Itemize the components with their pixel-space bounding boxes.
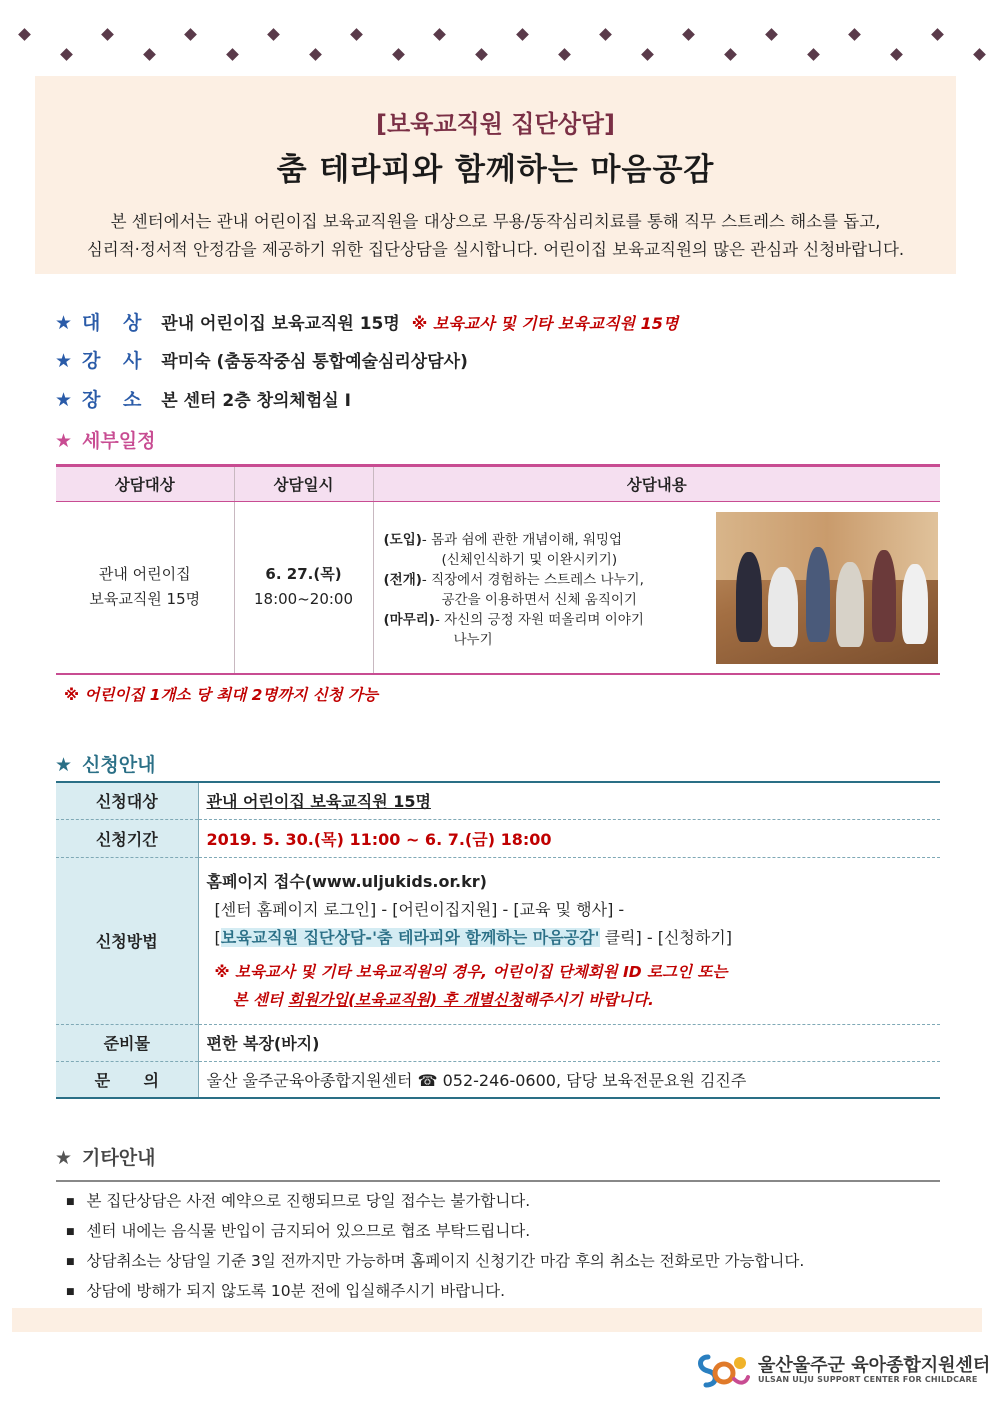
schedule-note: ※ 어린이집 1개소 당 최대 2명까지 신청 가능 — [64, 686, 378, 704]
logo-subtitle: ULSAN ULJU SUPPORT CENTER FOR CHILDCARE — [758, 1375, 978, 1384]
apply-period-key: 신청기간 — [56, 819, 198, 857]
apply-prep-key: 준비물 — [56, 1024, 198, 1061]
apply-target-value: 관내 어린이집 보육교직원 15명 — [198, 782, 940, 819]
method-note: 본 센터 회원가입(보육교직원) 후 개별신청해주시기 바랍니다. — [232, 990, 654, 1009]
table-header-row — [56, 466, 940, 502]
table-row — [56, 782, 940, 819]
decorative-dot — [433, 28, 446, 41]
decorative-dot — [101, 28, 114, 41]
program-step: (도입)- 몸과 쉼에 관한 개념이해, 워밍업 — [383, 532, 623, 548]
decorative-dot — [184, 28, 197, 41]
schedule-section-title: ★ 세부일정 — [55, 430, 156, 452]
apply-section-title: ★ 신청안내 — [55, 754, 156, 776]
decorative-dot — [143, 48, 156, 61]
table-row — [56, 819, 940, 857]
info-target-row — [55, 308, 678, 335]
info-place-value: 본 센터 2층 창의체험실 I — [161, 391, 351, 411]
logo-mark-icon — [694, 1349, 750, 1393]
list-item: ■ 상담에 방해가 되지 않도록 10분 전에 입실해주시기 바랍니다. — [66, 1278, 940, 1308]
decorative-dot — [226, 48, 239, 61]
page-title: 춤 테라피와 함께하는 마음공감 — [276, 152, 715, 188]
decorative-dot — [18, 28, 31, 41]
star-icon: ★ — [55, 430, 73, 452]
decorative-dot — [516, 28, 529, 41]
method-homepage: 홈페이지 접수(www.uljukids.or.kr) — [206, 871, 487, 891]
info-target-value: 관내 어린이집 보육교직원 15명 — [161, 314, 400, 334]
star-icon: ★ — [55, 350, 73, 372]
apply-method-value — [198, 857, 940, 1024]
method-path-line: [센터 홈페이지 로그인] - [어린이집지원] - [교육 및 행사] - — [214, 899, 625, 919]
decorative-dot-row — [0, 22, 992, 62]
dance-class-photo — [716, 512, 938, 664]
decorative-dot — [641, 48, 654, 61]
table-row — [56, 1061, 940, 1098]
decorative-dot — [682, 28, 695, 41]
decorative-dot — [599, 28, 612, 41]
decorative-dot — [309, 48, 322, 61]
intro-text — [41, 208, 950, 264]
table-row — [56, 1024, 940, 1061]
info-target-note: ※ 보육교사 및 기타 보육교직원 15명 — [411, 314, 679, 333]
star-icon: ★ — [55, 1147, 73, 1169]
schedule-content-cell — [373, 502, 940, 674]
table-row — [56, 857, 940, 1024]
decorative-dot — [807, 48, 820, 61]
info-instructor-value: 곽미숙 (춤동작중심 통합예술심리상담사) — [161, 352, 468, 372]
intro-line: 심리적·정서적 안정감을 제공하기 위한 집단상담을 실시합니다. 어린이집 보육교직원의 많은 관심과 신청바랍니다. — [86, 240, 905, 259]
intro-line: 본 센터에서는 관내 어린이집 보육교직원을 대상으로 무용/동작심리치료를 통해 직무 스트레스 해소를 돕고, — [110, 212, 881, 231]
apply-method-key: 신청방법 — [56, 857, 198, 1024]
program-step: (전개)- 직장에서 경험하는 스트레스 나누기, — [383, 572, 644, 588]
decorative-dot — [350, 28, 363, 41]
decorative-dot — [60, 48, 73, 61]
list-item: ■ 본 집단상담은 사전 예약으로 진행되므로 당일 접수는 불가합니다. — [66, 1188, 940, 1218]
method-note: ※ 보육교사 및 기타 보육교직원의 경우, 어린이집 단체회원 ID 로그인 또는 — [214, 962, 728, 981]
list-item: ■ 상담취소는 상담일 기준 3일 전까지만 가능하며 홈페이지 신청기간 마감 후의 취소는 전화로만 가능합니다. — [66, 1248, 940, 1278]
decorative-dot — [765, 28, 778, 41]
header-box — [35, 76, 956, 274]
decorative-dot — [267, 28, 280, 41]
method-path-line: [보육교직원 집단상담-'춤 테라피와 함께하는 마음공감' 클릭] - [신청하기] — [214, 927, 733, 947]
apply-contact-value: 울산 울주군육아종합지원센터 ☎ 052-246-0600, 담당 보육전문요원 김진주 — [198, 1061, 940, 1098]
info-target-label: 대 상 — [82, 312, 150, 334]
center-logo — [694, 1349, 991, 1393]
decorative-dot — [848, 28, 861, 41]
table-header-cell: 상담대상 — [56, 466, 234, 502]
schedule-target-cell: 관내 어린이집 보육교직원 15명 — [56, 502, 234, 674]
etc-list — [56, 1180, 940, 1316]
decorative-dot — [973, 48, 986, 61]
decorative-dot — [724, 48, 737, 61]
header-subtitle: [보육교직원 집단상담] — [376, 110, 615, 138]
table-row — [56, 502, 940, 674]
table-header-cell: 상담내용 — [373, 466, 940, 502]
etc-section-title: ★ 기타안내 — [55, 1147, 156, 1169]
star-icon: ★ — [55, 312, 73, 334]
list-item: ■ 센터 내에는 음식물 반입이 금지되어 있으므로 협조 부탁드립니다. — [66, 1218, 940, 1248]
table-header-cell: 상담일시 — [234, 466, 373, 502]
apply-target-key: 신청대상 — [56, 782, 198, 819]
decorative-dot — [558, 48, 571, 61]
decorative-dot — [392, 48, 405, 61]
info-place-row — [55, 385, 351, 412]
schedule-table — [56, 464, 940, 675]
schedule-date-cell: 6. 27.(목) 18:00~20:00 — [234, 502, 373, 674]
footer-band — [12, 1308, 982, 1332]
decorative-dot — [931, 28, 944, 41]
star-icon: ★ — [55, 754, 73, 776]
decorative-dot — [890, 48, 903, 61]
decorative-dot — [475, 48, 488, 61]
info-instructor-row — [55, 346, 468, 373]
program-list: (도입)- 몸과 쉼에 관한 개념이해, 워밍업 (신체인식하기 및 이완시키기) (전개)- 직장에서 경험하는 스트레스 나누기, 공간을 이용하면서 신체 움직이기 (마무리)- 자신의 긍정 자원 떠올리며 이야기 나누기 — [384, 530, 704, 650]
apply-prep-value: 편한 복장(바지) — [198, 1024, 940, 1061]
star-icon: ★ — [55, 389, 73, 411]
info-instructor-label: 강 사 — [82, 350, 150, 372]
info-place-label: 장 소 — [82, 389, 150, 411]
apply-period-value: 2019. 5. 30.(목) 11:00 ~ 6. 7.(금) 18:00 — [198, 819, 940, 857]
apply-contact-key: 문 의 — [56, 1061, 198, 1098]
apply-table — [56, 781, 940, 1099]
method-highlight: 보육교직원 집단상담-'춤 테라피와 함께하는 마음공감' — [220, 927, 600, 947]
program-step: (마무리)- 자신의 긍정 자원 떠올리며 이야기 — [383, 612, 644, 628]
logo-name: 울산울주군 육아종합지원센터 — [758, 1355, 991, 1376]
